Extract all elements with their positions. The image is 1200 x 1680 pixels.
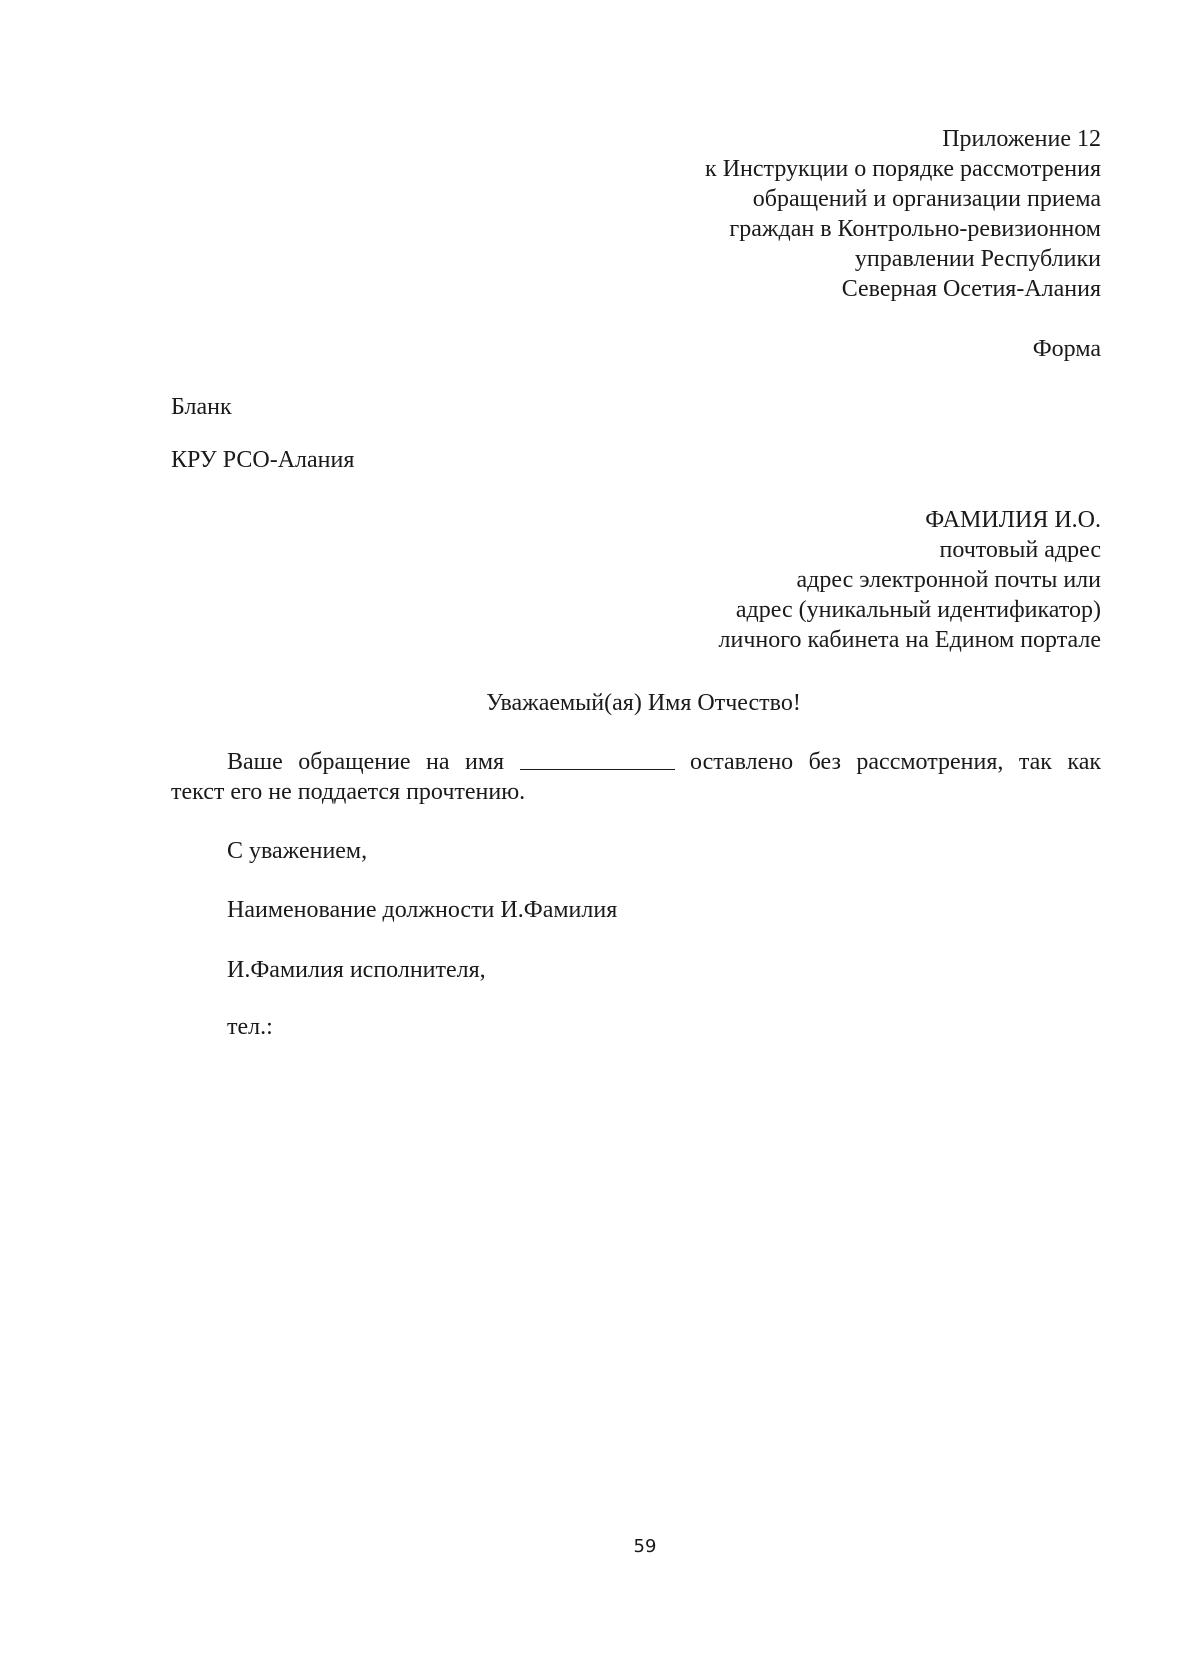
paragraph-line-1 (227, 747, 1101, 777)
form-label: Форма (1032, 336, 1101, 362)
closing: С уважением, (227, 838, 368, 864)
recipient-portal-cabinet: личного кабинета на Едином портале (718, 627, 1101, 653)
word: оставлено (689, 749, 794, 775)
blank-label: Бланк (171, 394, 232, 420)
phone-label: тел.: (227, 1014, 273, 1040)
word: как (1067, 749, 1101, 775)
appendix-line: обращений и организации приема (752, 186, 1101, 212)
appendix-number: Приложение 12 (942, 126, 1101, 152)
recipient-email: адрес электронной почты или (796, 567, 1101, 593)
position-signature: Наименование должности И.Фамилия (227, 897, 618, 923)
appendix-line: Северная Осетия-Алания (841, 276, 1101, 302)
appendix-line: к Инструкции о порядке рассмотрения (705, 156, 1101, 182)
recipient-portal-id: адрес (уникальный идентификатор) (735, 597, 1101, 623)
word: рассмотрения, (856, 749, 1004, 775)
paragraph-line-2: текст его не поддается прочтению. (171, 779, 526, 805)
recipient-name: ФАМИЛИЯ И.О. (925, 507, 1101, 533)
word: обращение (298, 749, 411, 775)
word: на (426, 749, 450, 775)
appendix-line: граждан в Контрольно-ревизионном (729, 216, 1101, 242)
word: Ваше (227, 749, 283, 775)
executor-name: И.Фамилия исполнителя, (227, 957, 486, 983)
word: имя (465, 749, 505, 775)
salutation: Уважаемый(ая) Имя Отчество! (486, 690, 801, 716)
name-blank-line (520, 747, 675, 770)
word: без (808, 749, 841, 775)
page-number: 59 (633, 1536, 657, 1557)
word: так (1018, 749, 1052, 775)
recipient-postal-address: почтовый адрес (939, 537, 1101, 563)
sender-org: КРУ РСО-Алания (171, 447, 355, 473)
appendix-line: управлении Республики (854, 246, 1101, 272)
